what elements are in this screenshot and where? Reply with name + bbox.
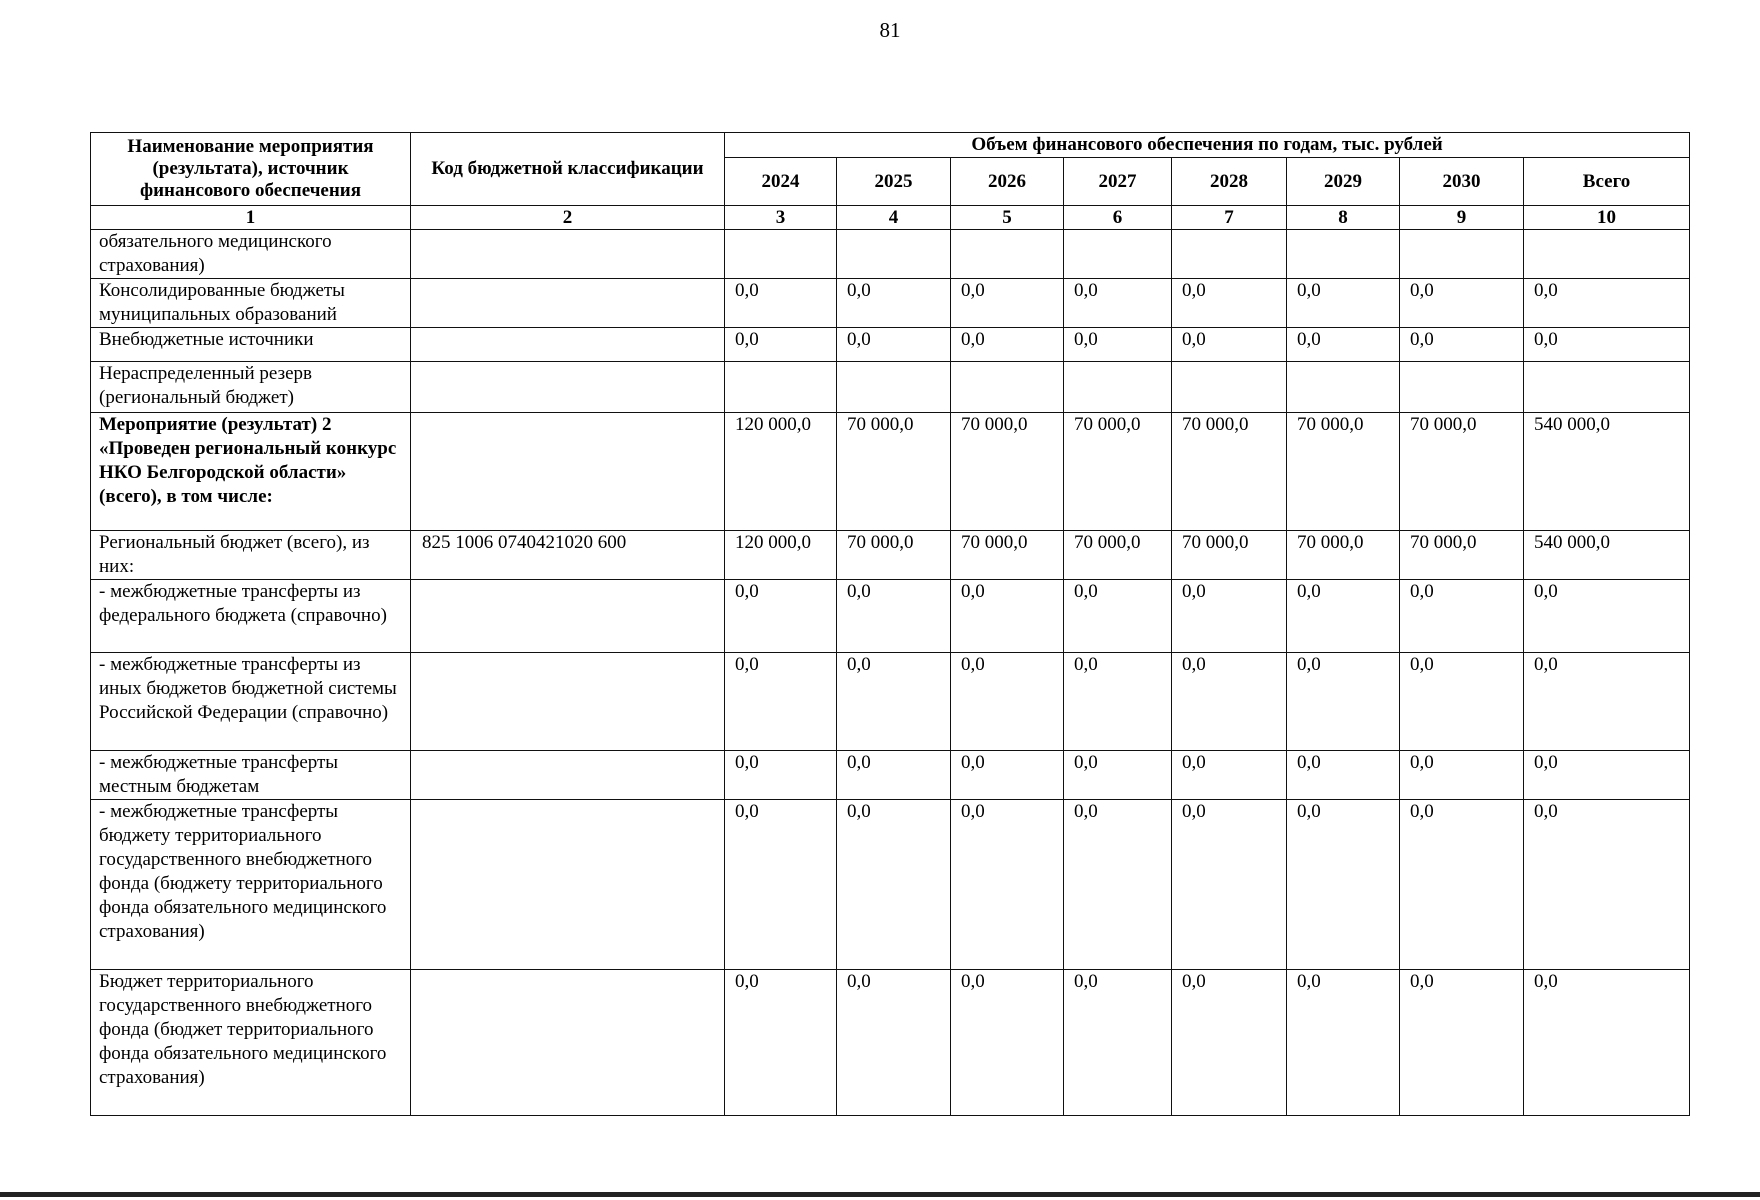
year-value-cell: 0,0 [1400, 328, 1524, 362]
column-number: 6 [1064, 206, 1172, 230]
row-name-cell: Региональный бюджет (всего), из них: [91, 531, 411, 580]
year-value-cell: 70 000,0 [1064, 413, 1172, 531]
year-value-cell: 0,0 [1172, 328, 1287, 362]
budget-code-cell [411, 653, 725, 751]
year-value-cell [837, 230, 951, 279]
header-code-column: Код бюджетной классификации [411, 133, 725, 206]
budget-code-cell [411, 580, 725, 653]
year-value-cell: 0,0 [1172, 800, 1287, 970]
year-value-cell: 0,0 [725, 751, 837, 800]
header-financing-group: Объем финансового обеспечения по годам, тыс. рублей [725, 133, 1690, 158]
year-value-cell [1400, 230, 1524, 279]
year-value-cell: 70 000,0 [1400, 531, 1524, 580]
column-number: 7 [1172, 206, 1287, 230]
header-year: 2028 [1172, 158, 1287, 206]
year-value-cell: 0,0 [1400, 800, 1524, 970]
total-value-cell: 0,0 [1524, 970, 1690, 1116]
year-value-cell [1287, 362, 1400, 413]
year-value-cell [951, 362, 1064, 413]
row-name-cell: - межбюджетные трансферты бюджету территориального государственного внебюджетного фонда (бюджету территориального фонда обязательного медицинского страхования) [91, 800, 411, 970]
column-number: 10 [1524, 206, 1690, 230]
year-value-cell: 0,0 [725, 279, 837, 328]
row-name-cell: Внебюджетные источники [91, 328, 411, 362]
table-row [91, 531, 1690, 580]
year-value-cell: 70 000,0 [1172, 531, 1287, 580]
budget-code-cell [411, 362, 725, 413]
year-value-cell: 0,0 [837, 653, 951, 751]
year-value-cell: 0,0 [951, 751, 1064, 800]
row-name-cell: Мероприятие (результат) 2 «Проведен региональный конкурс НКО Белгородской области» (всего), в том числе: [91, 413, 411, 531]
budget-code-cell [411, 751, 725, 800]
total-value-cell: 0,0 [1524, 653, 1690, 751]
table-row [91, 970, 1690, 1116]
budget-code-cell [411, 413, 725, 531]
table-row [91, 362, 1690, 413]
year-value-cell: 0,0 [1400, 653, 1524, 751]
column-number: 3 [725, 206, 837, 230]
year-value-cell: 0,0 [1172, 580, 1287, 653]
budget-code-cell: 825 1006 0740421020 600 [411, 531, 725, 580]
column-number: 9 [1400, 206, 1524, 230]
total-value-cell: 540 000,0 [1524, 531, 1690, 580]
header-year: 2029 [1287, 158, 1400, 206]
year-value-cell: 0,0 [951, 653, 1064, 751]
year-value-cell: 0,0 [1400, 970, 1524, 1116]
year-value-cell: 0,0 [1064, 653, 1172, 751]
header-year: 2024 [725, 158, 837, 206]
total-value-cell: 0,0 [1524, 328, 1690, 362]
year-value-cell: 70 000,0 [1172, 413, 1287, 531]
header-year: 2027 [1064, 158, 1172, 206]
year-value-cell: 0,0 [1400, 279, 1524, 328]
year-value-cell: 0,0 [1287, 580, 1400, 653]
year-value-cell: 0,0 [1287, 328, 1400, 362]
total-value-cell [1524, 362, 1690, 413]
year-value-cell: 0,0 [837, 279, 951, 328]
year-value-cell: 0,0 [1287, 279, 1400, 328]
table-row [91, 653, 1690, 751]
year-value-cell: 0,0 [1400, 751, 1524, 800]
year-value-cell: 0,0 [837, 328, 951, 362]
budget-code-cell [411, 328, 725, 362]
budget-code-cell [411, 970, 725, 1116]
header-year: 2030 [1400, 158, 1524, 206]
year-value-cell [837, 362, 951, 413]
year-value-cell [725, 230, 837, 279]
table-row [91, 328, 1690, 362]
year-value-cell: 0,0 [951, 328, 1064, 362]
total-value-cell: 0,0 [1524, 580, 1690, 653]
header-total: Всего [1524, 158, 1690, 206]
page-number: 81 [879, 18, 901, 42]
year-value-cell: 0,0 [1287, 800, 1400, 970]
year-value-cell: 70 000,0 [837, 531, 951, 580]
year-value-cell [725, 362, 837, 413]
year-value-cell: 0,0 [725, 970, 837, 1116]
year-value-cell: 0,0 [1172, 751, 1287, 800]
year-value-cell: 0,0 [951, 279, 1064, 328]
row-name-cell: - межбюджетные трансферты местным бюджетам [91, 751, 411, 800]
year-value-cell [1172, 230, 1287, 279]
table-row [91, 279, 1690, 328]
header-year: 2025 [837, 158, 951, 206]
column-number: 8 [1287, 206, 1400, 230]
column-number: 4 [837, 206, 951, 230]
row-name-cell: Консолидированные бюджеты муниципальных образований [91, 279, 411, 328]
total-value-cell [1524, 230, 1690, 279]
budget-code-cell [411, 800, 725, 970]
year-value-cell: 70 000,0 [1287, 531, 1400, 580]
year-value-cell: 70 000,0 [1400, 413, 1524, 531]
year-value-cell: 0,0 [725, 580, 837, 653]
year-value-cell: 0,0 [1064, 751, 1172, 800]
year-value-cell [1287, 230, 1400, 279]
total-value-cell: 0,0 [1524, 751, 1690, 800]
row-name-cell: Нераспределенный резерв (региональный бюджет) [91, 362, 411, 413]
year-value-cell: 0,0 [951, 800, 1064, 970]
year-value-cell: 0,0 [837, 580, 951, 653]
year-value-cell: 0,0 [1064, 970, 1172, 1116]
year-value-cell [1172, 362, 1287, 413]
year-value-cell: 0,0 [837, 970, 951, 1116]
year-value-cell: 0,0 [1172, 653, 1287, 751]
header-name-column: Наименование мероприятия (результата), источник финансового обеспечения [91, 133, 411, 206]
row-name-cell: обязательного медицинского страхования) [91, 230, 411, 279]
year-value-cell: 120 000,0 [725, 413, 837, 531]
year-value-cell [1064, 362, 1172, 413]
year-value-cell: 0,0 [951, 970, 1064, 1116]
year-value-cell: 0,0 [1400, 580, 1524, 653]
page-bottom-edge [0, 1192, 1760, 1197]
year-value-cell: 120 000,0 [725, 531, 837, 580]
year-value-cell: 70 000,0 [837, 413, 951, 531]
budget-code-cell [411, 279, 725, 328]
column-number: 2 [411, 206, 725, 230]
table-row [91, 751, 1690, 800]
year-value-cell: 0,0 [1064, 279, 1172, 328]
year-value-cell: 0,0 [1064, 580, 1172, 653]
column-number: 1 [91, 206, 411, 230]
year-value-cell: 0,0 [725, 328, 837, 362]
year-value-cell: 0,0 [1172, 970, 1287, 1116]
table-row [91, 230, 1690, 279]
year-value-cell: 0,0 [1287, 653, 1400, 751]
year-value-cell [1400, 362, 1524, 413]
year-value-cell: 0,0 [1172, 279, 1287, 328]
year-value-cell: 70 000,0 [1287, 413, 1400, 531]
year-value-cell: 0,0 [837, 751, 951, 800]
row-name-cell: - межбюджетные трансферты из федерального бюджета (справочно) [91, 580, 411, 653]
total-value-cell: 0,0 [1524, 279, 1690, 328]
year-value-cell [1064, 230, 1172, 279]
year-value-cell: 0,0 [1287, 970, 1400, 1116]
total-value-cell: 540 000,0 [1524, 413, 1690, 531]
header-year: 2026 [951, 158, 1064, 206]
year-value-cell: 0,0 [951, 580, 1064, 653]
row-name-cell: - межбюджетные трансферты из иных бюджетов бюджетной системы Российской Федерации (справочно) [91, 653, 411, 751]
year-value-cell: 0,0 [725, 800, 837, 970]
budget-code-cell [411, 230, 725, 279]
year-value-cell: 70 000,0 [951, 413, 1064, 531]
table-row [91, 580, 1690, 653]
year-value-cell: 0,0 [837, 800, 951, 970]
total-value-cell: 0,0 [1524, 800, 1690, 970]
year-value-cell: 70 000,0 [1064, 531, 1172, 580]
year-value-cell: 0,0 [725, 653, 837, 751]
financing-table [90, 132, 1690, 1116]
year-value-cell: 0,0 [1064, 328, 1172, 362]
column-number: 5 [951, 206, 1064, 230]
year-value-cell [951, 230, 1064, 279]
row-name-cell: Бюджет территориального государственного внебюджетного фонда (бюджет территориального фонда обязательного медицинского страхования) [91, 970, 411, 1116]
table-row [91, 413, 1690, 531]
year-value-cell: 0,0 [1064, 800, 1172, 970]
table-row [91, 800, 1690, 970]
year-value-cell: 0,0 [1287, 751, 1400, 800]
year-value-cell: 70 000,0 [951, 531, 1064, 580]
